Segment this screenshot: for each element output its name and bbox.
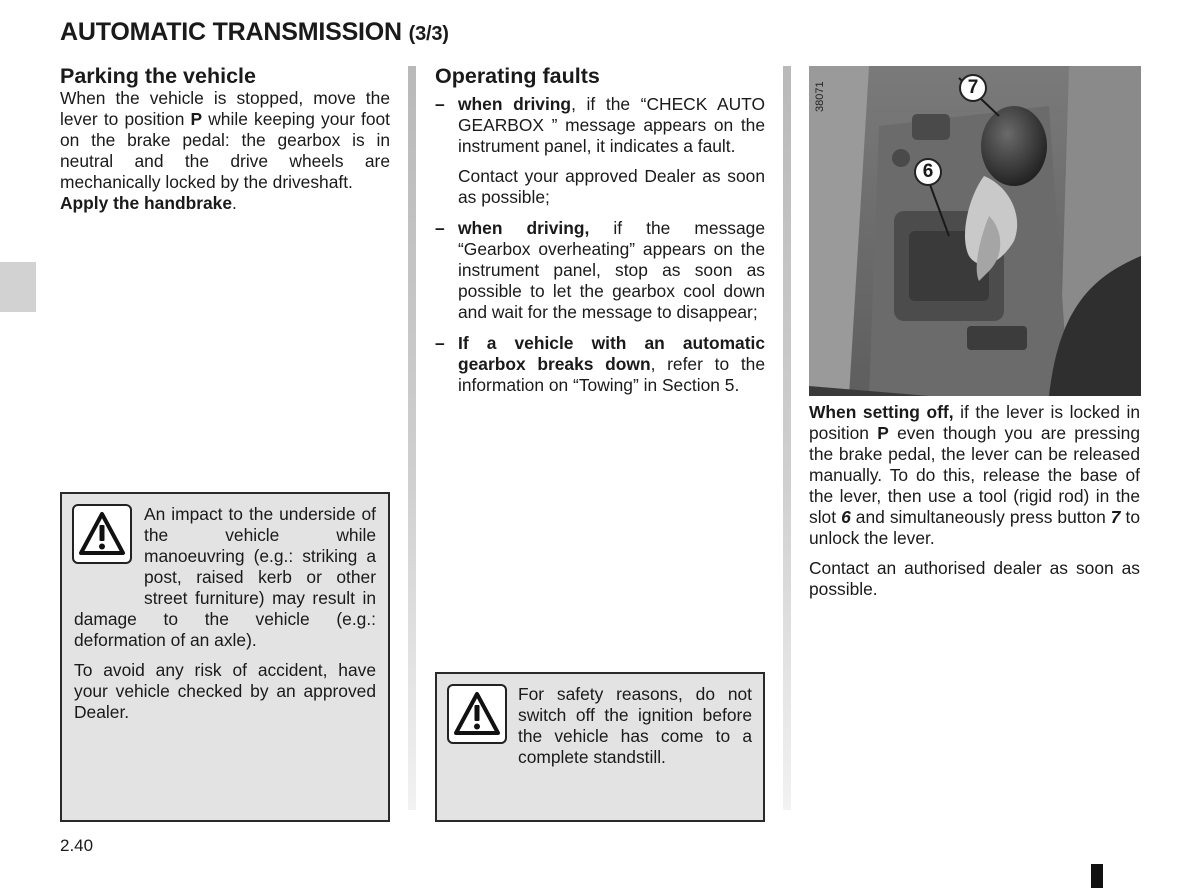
faults-section [435,64,765,406]
gear-lever-photo [809,66,1141,396]
section-tab-marker [0,262,36,312]
page-title-part: (3/3) [408,23,449,45]
parking-heading: Parking the vehicle [60,64,256,88]
parking-section [60,64,390,214]
list-item: – If a vehicle with an automatic gearbox breaks down, refer to the information on “Towing” in Section 5. [435,333,766,395]
column-divider [783,66,791,810]
faults-heading: Operating faults [435,64,600,88]
impact-warning-box [60,492,390,822]
page-number: 2.40 [60,836,94,855]
page-title: AUTOMATIC TRANSMISSION (3/3) [60,18,449,46]
column-divider [408,66,416,810]
ignition-warning-text: For safety reasons, do not switch off the ignition before the vehicle has come to a complete standstill. [518,684,752,767]
faults-list [435,94,765,396]
impact-warning-text: An impact to the underside of the vehicle while manoeuvring (e.g.: striking a post, raised kerb or other street furniture) may result in damage to the vehicle (e.g.: deformation of an axle). [74,504,376,650]
setting-off-section [809,402,1140,600]
parking-body: When the vehicle is stopped, move the lever to position P while keeping your foot on the brake pedal: the gearbox is in neutral and the drive wheels are mechanically locked by the driveshaft. [60,88,390,192]
list-item: – when driving, if the message “Gearbox overheating” appears on the instrument panel, stop as soon as possible to let the gearbox cool down and wait for the message to disappear; [435,218,765,322]
list-item: – when driving, if the “CHECK AUTO GEARBOX ” message appears on the instrument panel, it indicates a fault. Contact your approved Dealer as soon as possible; [435,94,766,207]
section-end-mark [1091,864,1103,888]
dealer-advice: Contact an authorised dealer as soon as possible. [809,558,1140,599]
photo-reference-code: 38071 [814,81,826,112]
impact-warning-advice: To avoid any risk of accident, have your vehicle checked by an approved Dealer. [74,660,376,722]
warning-triangle-icon [447,684,507,744]
callout-6: 6 [914,158,942,186]
callout-7: 7 [959,74,987,102]
ignition-warning-box [435,672,765,822]
setting-off-text: When setting off, if the lever is locked in position P even though you are pressing the brake pedal, the lever can be released manually. To do this, release the base of the lever, then use a tool (rigid rod) in the slot 6 and simultaneously press button 7 to unlock the lever. [809,402,1140,548]
handbrake-instruction: Apply the handbrake. [60,193,237,213]
